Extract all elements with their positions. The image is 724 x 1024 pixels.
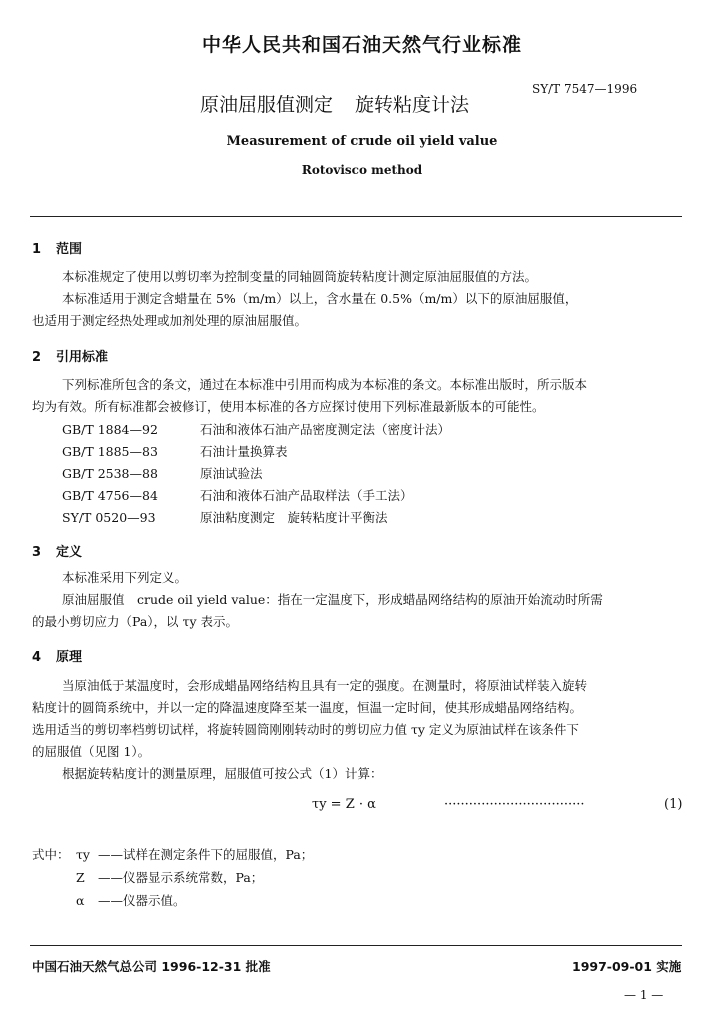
section-3-heading — [32, 541, 82, 560]
section-1-line-1: 本标准规定了使用以剪切率为控制变量的同轴圆筒旋转粘度计测定原油屈服值的方法。 — [62, 269, 538, 284]
where-description: ——仪器显示系统常数，Pa； — [98, 870, 264, 885]
reference-item — [62, 420, 450, 438]
section-2-heading — [32, 346, 108, 365]
standard-code: SY/T 7547—1996 — [532, 82, 638, 96]
reference-name: 石油和液体石油产品密度测定法（密度计法） — [200, 422, 451, 437]
section-number: 4 — [32, 650, 42, 665]
section-3-line-3: 的最小剪切应力（Pa），以 τy 表示。 — [32, 614, 238, 629]
section-4-line-5: 根据旋转粘度计的测量原理，屈服值可按公式（1）计算： — [62, 766, 383, 781]
reference-code: GB/T 4756—84 — [62, 488, 158, 503]
reference-name: 石油计量换算表 — [200, 444, 288, 459]
page-number: — 1 — — [624, 988, 664, 1002]
title-part-1: 原油屈服值测定 — [200, 94, 334, 116]
section-1-heading — [32, 238, 82, 257]
section-3-line-2: 原油屈服值 crude oil yield value：指在一定温度下，形成蜡晶网络结构的原油开始流动时所需 — [62, 592, 603, 607]
formula-number: (1) — [664, 797, 683, 812]
where-description: ——试样在测定条件下的屈服值，Pa； — [98, 847, 314, 862]
reference-code: GB/T 1884—92 — [62, 422, 158, 437]
section-title: 引用标准 — [56, 350, 109, 365]
section-title: 原理 — [56, 650, 83, 665]
formula-expression: τy = Z · α — [312, 797, 376, 812]
section-3-line-1: 本标准采用下列定义。 — [62, 570, 188, 585]
section-2-line-1: 下列标准所包含的条文，通过在本标准中引用而构成为本标准的条文。本标准出版时，所示版本 — [62, 377, 588, 392]
section-number: 1 — [32, 242, 42, 257]
section-1-line-3: 也适用于测定经热处理或加剂处理的原油屈服值。 — [32, 313, 308, 328]
english-subtitle: Rotovisco method — [301, 163, 423, 177]
reference-name: 原油试验法 — [200, 466, 263, 481]
reference-name: 石油和液体石油产品取样法（手工法） — [200, 488, 413, 503]
where-description: ——仪器示值。 — [98, 893, 186, 908]
section-title: 范围 — [56, 242, 83, 257]
reference-code: GB/T 1885—83 — [62, 444, 158, 459]
section-title: 定义 — [56, 545, 83, 560]
where-symbol: α — [76, 893, 85, 908]
section-4-line-3: 选用适当的剪切率档剪切试样，将旋转圆筒刚刚转动时的剪切应力值 τy 定义为原油试样在该条件下 — [32, 722, 579, 737]
where-symbol: τy — [76, 847, 90, 862]
where-item — [76, 845, 313, 863]
reference-item — [62, 486, 413, 504]
footer-divider — [30, 945, 682, 946]
standard-category-header: 中华人民共和国石油天然气行业标准 — [201, 34, 522, 56]
where-item — [76, 891, 186, 909]
where-label: 式中： — [32, 847, 70, 862]
title-part-2: 旋转粘度计法 — [355, 94, 470, 116]
formula-leader-dots: ·································· — [444, 797, 585, 812]
where-item — [76, 868, 263, 886]
where-symbol: Z — [76, 870, 85, 885]
approval-statement: 中国石油天然气总公司 1996-12-31 批准 — [32, 959, 271, 974]
section-4-line-1: 当原油低于某温度时，会形成蜡晶网络结构且具有一定的强度。在测量时，将原油试样装入旋转 — [62, 678, 588, 693]
section-1-line-2: 本标准适用于测定含蜡量在 5%（m/m）以上，含水量在 0.5%（m/m）以下的原油屈服值， — [62, 291, 578, 306]
section-4-heading — [32, 646, 82, 665]
effective-date: 1997-09-01 实施 — [572, 959, 682, 974]
section-4-line-2: 粘度计的圆筒系统中，并以一定的降温速度降至某一温度，恒温一定时间，使其形成蜡晶网络结构。 — [32, 700, 583, 715]
section-number: 2 — [32, 350, 42, 365]
reference-code: GB/T 2538—88 — [62, 466, 158, 481]
section-4-line-4: 的屈服值（见图 1）。 — [32, 744, 151, 759]
header-divider — [30, 216, 682, 217]
document-title — [200, 90, 469, 117]
reference-item — [62, 508, 388, 526]
reference-item — [62, 464, 263, 482]
reference-code: SY/T 0520—93 — [62, 510, 156, 525]
section-number: 3 — [32, 545, 42, 560]
english-title: Measurement of crude oil yield value — [226, 134, 498, 149]
section-2-line-2: 均为有效。所有标准都会被修订，使用本标准的各方应探讨使用下列标准最新版本的可能性。 — [32, 399, 545, 414]
reference-item — [62, 442, 288, 460]
reference-name: 原油粘度测定 旋转粘度计平衡法 — [200, 510, 388, 525]
